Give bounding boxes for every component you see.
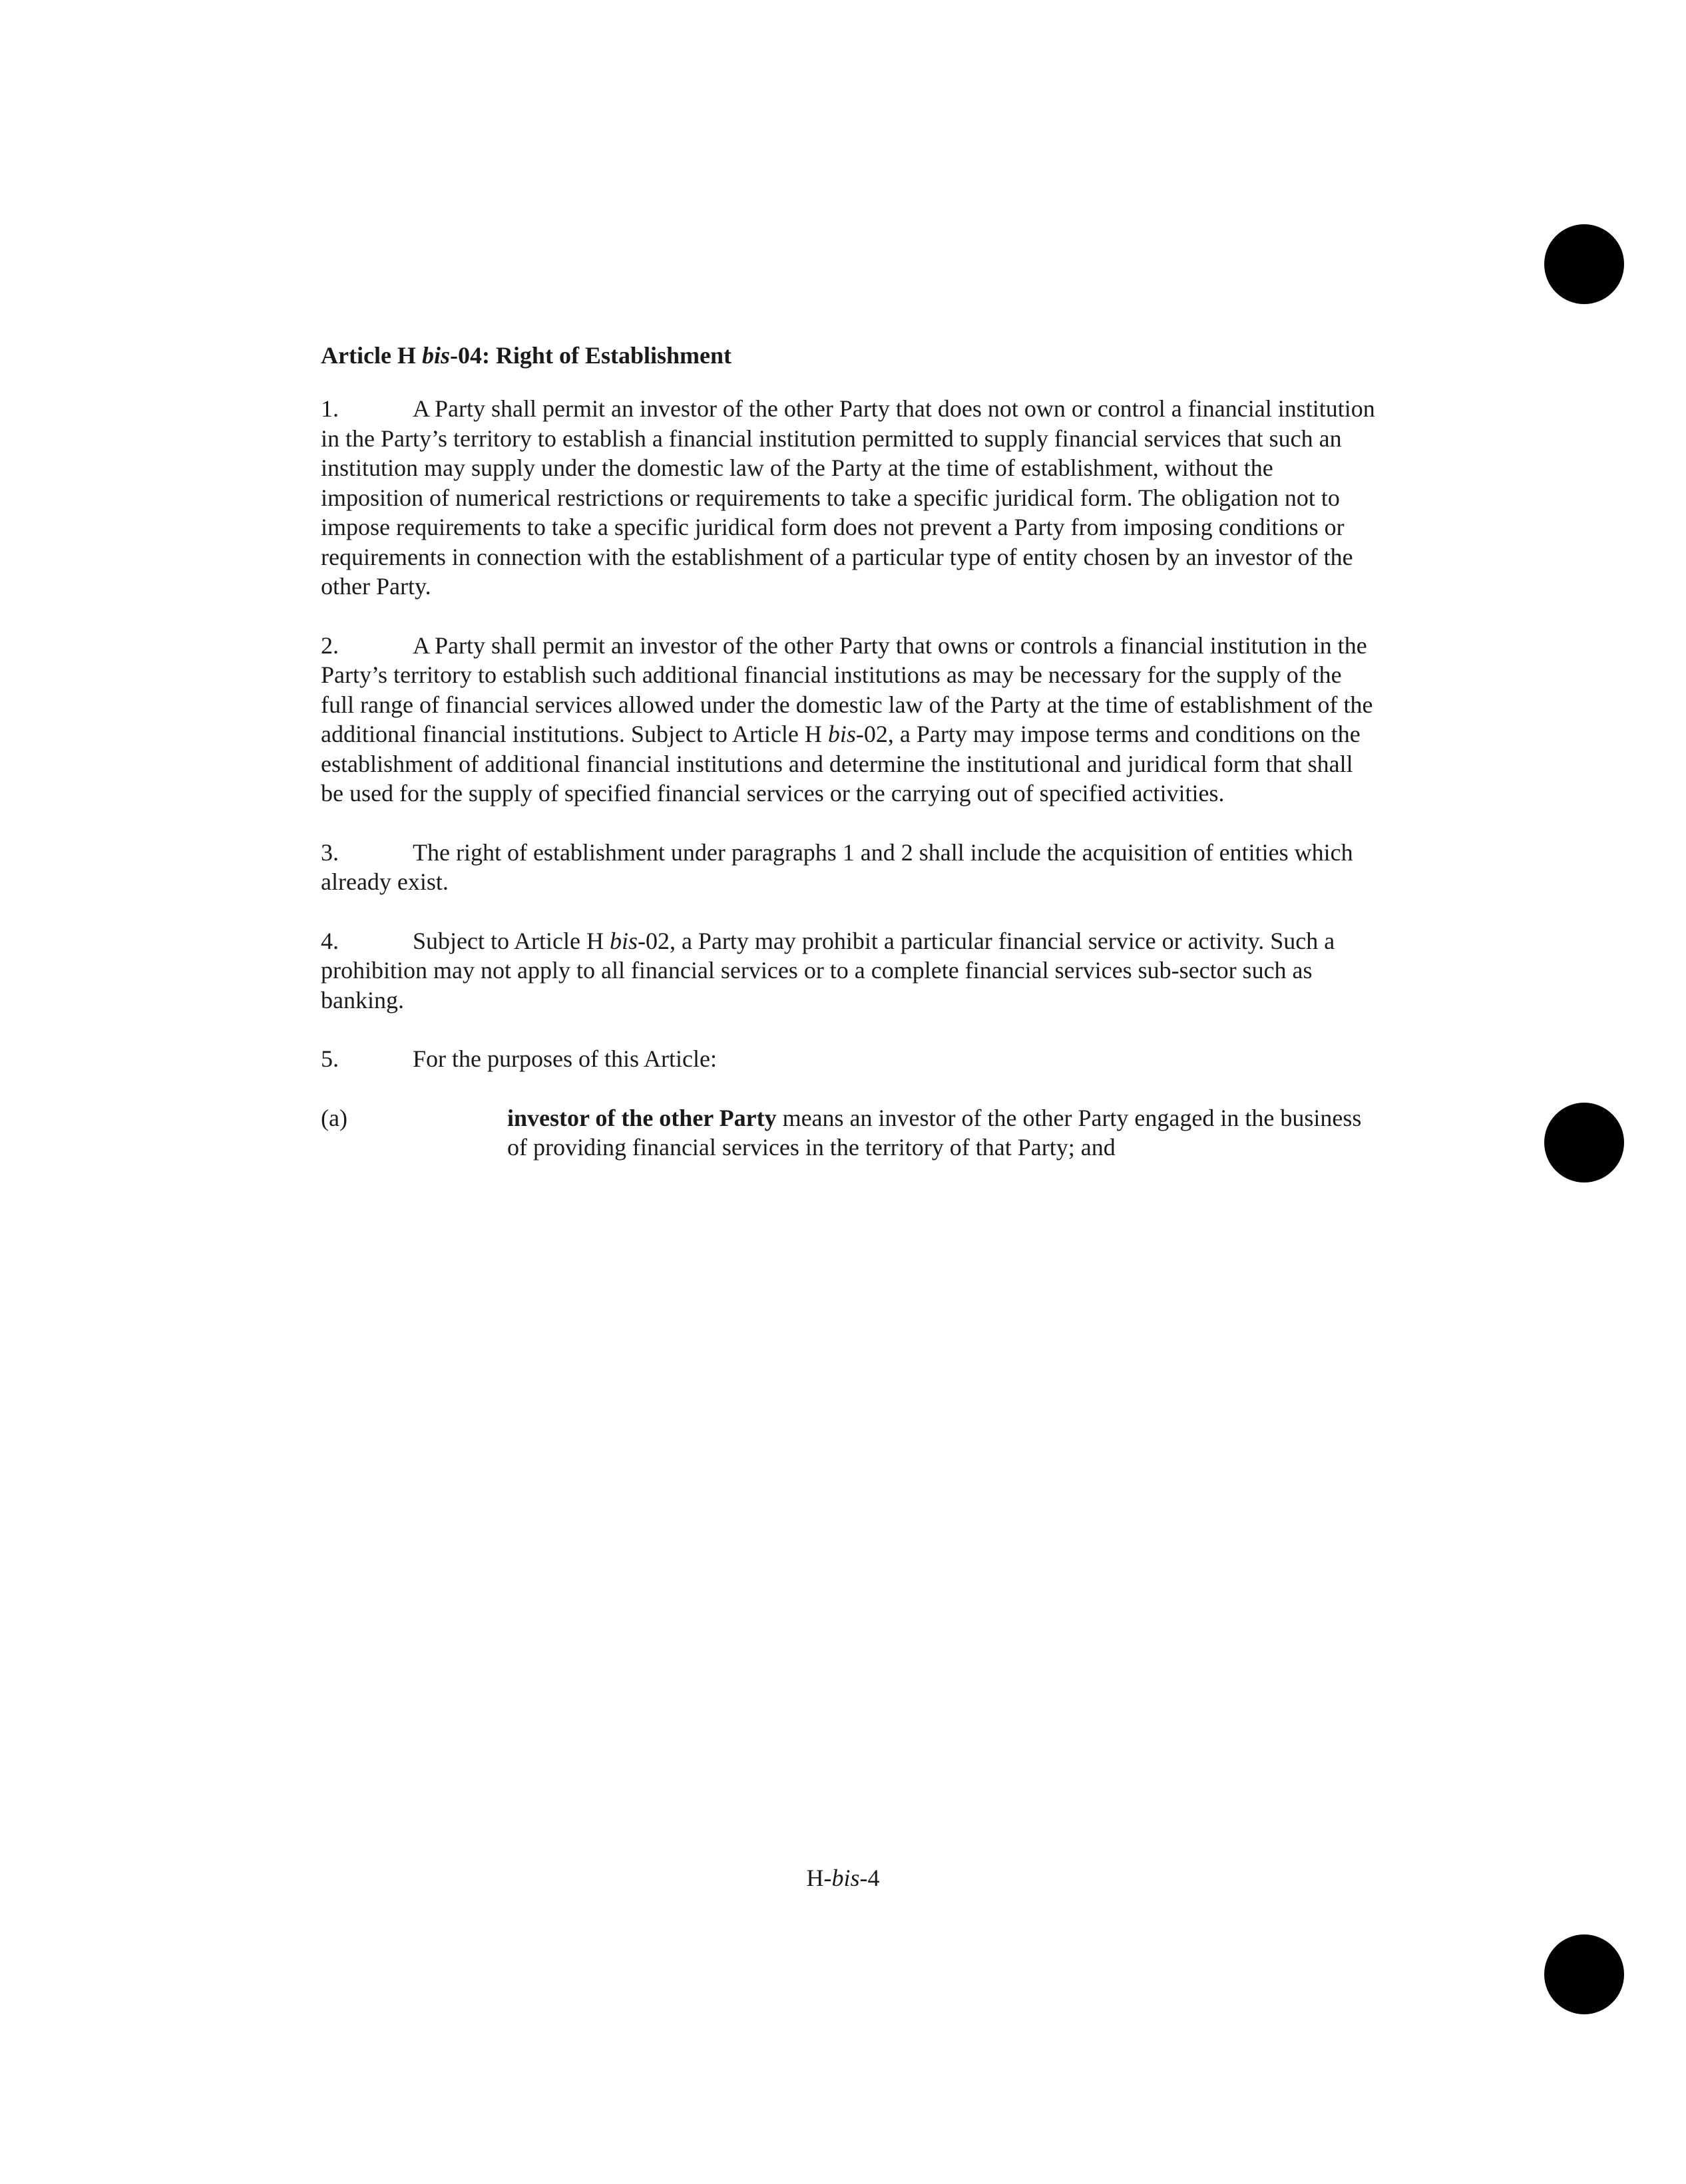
paragraph-number: 3. [321,838,339,866]
paragraph-3 [321,838,1379,897]
article-heading [321,341,1379,370]
punch-hole-bottom [1544,1934,1624,2014]
paragraph-text: A Party shall permit an investor of the other Party that owns or controls a financial institution in the Party’s territory to establish such additional financial institutions as may be necessary for the supply of the full range of financial services allowed under the domestic law of the Party at the time of establishment of the additional financial institutions. Subject to Article H [321,632,1373,747]
paragraph-4 [321,926,1379,1015]
paragraph-text: -02, a Party may impose terms and conditions on the establishment of additional financial institutions and determine the institutional and juridical form that shall be used for the supply of specified financial services or the carrying out of specified activities. [321,721,1361,807]
paragraph-number: 2. [321,632,339,659]
subparagraph-a [321,1103,1379,1163]
paragraph-text: A Party shall permit an investor of the other Party that does not own or control a financial institution in the Party’s territory to establish a financial institution permitted to supply financial services that such an institution may supply under the domestic law of the Party at the time of establishment, without the imposition of numerical restrictions or requirements to take a specific juridical form. The obligation not to impose requirements to take a specific juridical form does not prevent a Party from imposing conditions or requirements in connection with the establishment of a particular type of entity chosen by an investor of the other Party. [321,395,1375,600]
paragraph-5 [321,1044,1379,1074]
paragraph-italic: bis [609,927,638,954]
subparagraph-text: means an investor of the other Party engaged in the business of providing financial services in the territory of that Party; and [507,1104,1362,1161]
footer-suffix: -4 [859,1865,880,1891]
paragraph-text: For the purposes of this Article: [413,1045,717,1072]
punch-hole-middle [1544,1103,1624,1183]
paragraph-text: -02, a Party may prohibit a particular financial service or activity. Such a prohibition may not apply to all financial services or to a complete financial services sub-sector such as banking. [321,927,1335,1013]
paragraph-1 [321,394,1379,602]
paragraph-text: Subject to Article H [413,927,610,954]
subparagraph-number: (a) [321,1104,347,1131]
paragraph-number: 5. [321,1045,339,1072]
defined-term: investor of the other Party [507,1104,777,1131]
punch-hole-top [1544,224,1624,304]
heading-suffix: -04: Right of Establishment [449,342,732,369]
heading-italic: bis [421,342,450,369]
heading-prefix: Article H [321,342,422,369]
paragraph-number: 1. [321,395,339,422]
paragraph-2 [321,631,1379,809]
article-body [321,341,1379,1192]
footer-prefix: H- [806,1865,832,1891]
page-footer [0,1863,1686,1893]
paragraph-italic: bis [827,721,856,747]
paragraph-number: 4. [321,927,339,954]
paragraph-text: The right of establishment under paragraphs 1 and 2 shall include the acquisition of entities which already exist. [321,838,1353,895]
footer-italic: bis [831,1865,860,1891]
